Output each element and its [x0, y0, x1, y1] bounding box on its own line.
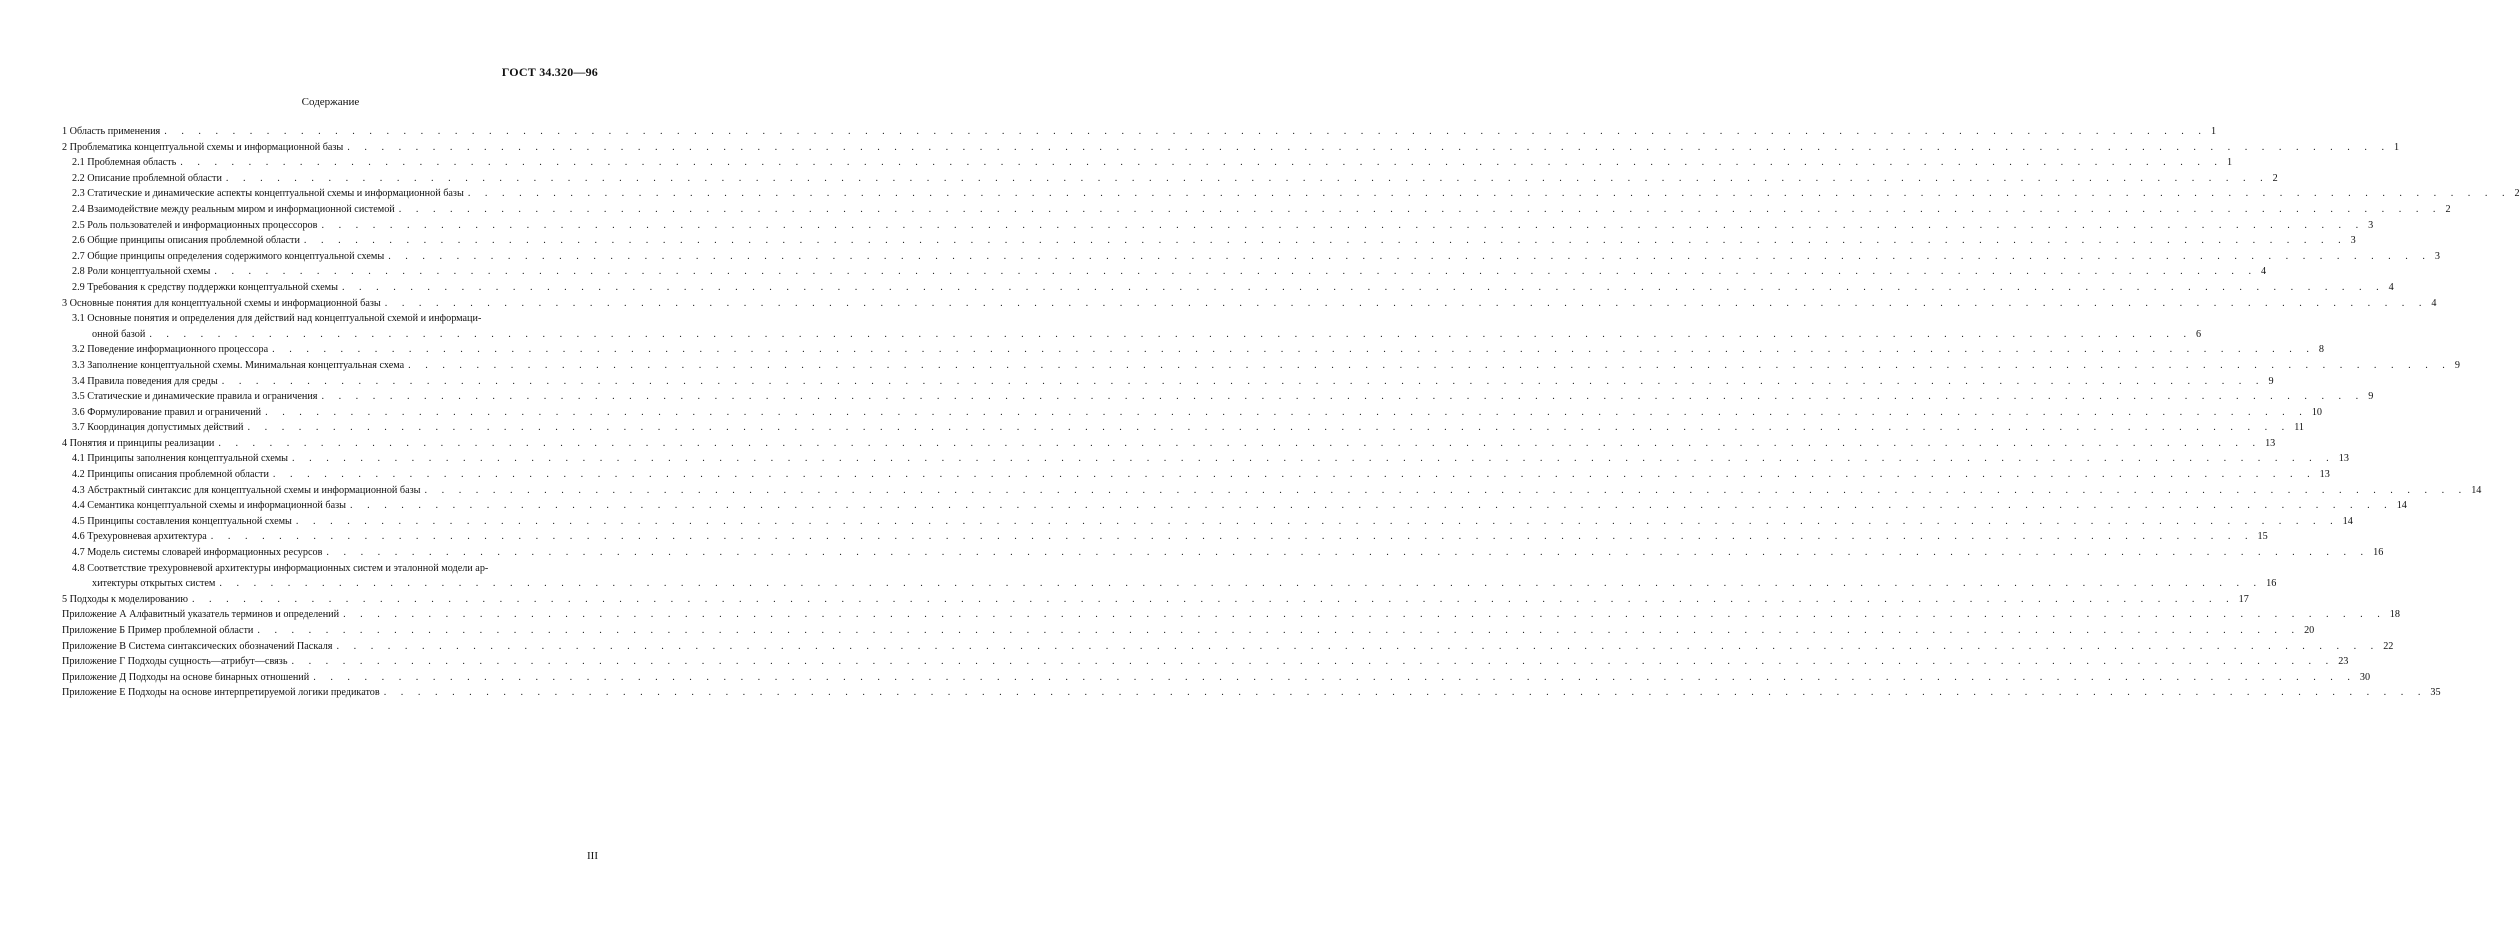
dot-leader: . . . . . . . . . . . . . . . . . . . . . . . . . . . . . . . . . . . . . . . . . . . . . . . . . . . . . . . . . . . . . . . . . . . . . . . . . . . . . . . . . . . . . . . . . . . . . . . . . . . . . . . . . . . . . . . . . . . . . . . .	[218, 437, 2262, 449]
toc-entry[interactable]	[62, 545, 2384, 561]
toc-entry[interactable]	[62, 186, 2520, 202]
toc-entry-page: 2	[2445, 203, 2451, 215]
dot-leader: . . . . . . . . . . . . . . . . . . . . . . . . . . . . . . . . . . . . . . . . . . . . . . . . . . . . . . . . . . . . . . . . . . . . . . . . . . . . . . . . . . . . . . . . . . . . . . . . . . . . . . . . . . . . . . . . . . . . . . . .	[326, 547, 2370, 559]
toc-entry-title: Приложение А Алфавитный указатель терминов и определений	[62, 609, 340, 621]
toc-entry-title: 3.4 Правила поведения для среды	[72, 375, 218, 387]
toc-entry-page: 10	[2311, 406, 2322, 418]
toc-entry-title: 3.7 Координация допустимых действий	[72, 422, 244, 434]
dot-leader: . . . . . . . . . . . . . . . . . . . . . . . . . . . . . . . . . . . . . . . . . . . . . . . . . . . . . . . . . . . . . . . . . . . . . . . . . . . . . . . . . . . . . . . . . . . . . . . . . . . . . . . . . . . . . . . . . . . . . . . .	[398, 203, 2442, 215]
dot-leader: . . . . . . . . . . . . . . . . . . . . . . . . . . . . . . . . . . . . . . . . . . . . . . . . . . . . . . . . . . . . . . . . . . . . . . . . . . . . . . . . . . . . . . . . . . . . . . . . . . . . . . . . . . . . . . . . . . . . . . . .	[383, 687, 2427, 699]
toc-entry-title: 3.1 Основные понятия и определения для действий над концептуальной схемой и информаци-	[72, 313, 482, 325]
toc-entry[interactable]	[62, 592, 2249, 608]
toc-entry-title: 2.9 Требования к средству поддержки концептуальной схемы	[72, 281, 338, 293]
toc-entry-page: 9	[2268, 375, 2274, 387]
toc-entry-page: 1	[2393, 141, 2400, 153]
toc-entry-title: 4.3 Абстрактный синтаксис для концептуальной схемы и информационной базы	[72, 484, 421, 496]
dot-leader: . . . . . . . . . . . . . . . . . . . . . . . . . . . . . . . . . . . . . . . . . . . . . . . . . . . . . . . . . . . . . . . . . . . . . . . . . . . . . . . . . . . . . . . . . . . . . . . . . . . . . . . . . . . . . . . . . . . . . . . .	[295, 515, 2339, 527]
toc-entry-title: 4.5 Принципы составления концептуальной схемы	[72, 515, 292, 527]
dot-leader: . . . . . . . . . . . . . . . . . . . . . . . . . . . . . . . . . . . . . . . . . . . . . . . . . . . . . . . . . . . . . . . . . . . . . . . . . . . . . . . . . . . . . . . . . . . . . . . . . . . . . . . . . . . . . . . . . . . . . . . .	[272, 469, 2316, 481]
toc-entry-page: 35	[2430, 687, 2441, 699]
toc-entry-page: 16	[2373, 547, 2384, 559]
toc-entry[interactable]	[62, 296, 2437, 312]
toc-entry-title: Приложение Е Подходы на основе интерпретируемой логики предикатов	[62, 687, 380, 699]
toc-entry-title: 4.4 Семантика концептуальной схемы и информационной базы	[72, 500, 346, 512]
toc-entry-page: 11	[2294, 422, 2305, 434]
dot-leader: . . . . . . . . . . . . . . . . . . . . . . . . . . . . . . . . . . . . . . . . . . . . . . . . . . . . . . . . . . . . . . . . . . . . . . . . . . . . . . . . . . . . . . . . . . . . . . . . . . . . . . . . . . . . . . . . . . . . . . . .	[313, 671, 2356, 683]
toc-entry-title: 3.5 Статические и динамические правила и ограничения	[72, 391, 318, 403]
toc-entry[interactable]	[62, 451, 2349, 467]
toc-entry-title: 3.2 Поведение информационного процессора	[72, 344, 269, 356]
toc-entry[interactable]	[62, 623, 2315, 639]
toc-entry-page: 15	[2257, 531, 2268, 543]
toc-entry[interactable]	[62, 405, 2322, 421]
toc-entry-title: 2.6 Общие принципы описания проблемной области	[72, 235, 300, 247]
toc-entry[interactable]	[62, 498, 2407, 514]
toc-entry[interactable]	[62, 420, 2305, 436]
toc-entry-page: 16	[2266, 578, 2277, 590]
dot-leader: . . . . . . . . . . . . . . . . . . . . . . . . . . . . . . . . . . . . . . . . . . . . . . . . . . . . . . . . . . . . . . . . . . . . . . . . . . . . . . . . . . . . . . . . . . . . . . . . . . . . . . . . . . . . . . . . . . . . . . . .	[350, 500, 2393, 512]
toc-entry[interactable]	[62, 561, 2277, 592]
dot-leader: . . . . . . . . . . . . . . . . . . . . . . . . . . . . . . . . . . . . . . . . . . . . . . . . . . . . . . . . . . . . . . . . . . . . . . . . . . . . . . . . . . . . . . . . . . . . . . . . . . . . . . . . . . . . . . . . . . . . . . . .	[321, 391, 2365, 403]
toc-entry[interactable]	[62, 374, 2274, 390]
toc-entry[interactable]	[62, 342, 2324, 358]
toc-entry-title-continuation: хитектуры открытых систем	[92, 578, 216, 590]
toc-entry-page: 8	[2318, 344, 2324, 356]
dot-leader: . . . . . . . . . . . . . . . . . . . . . . . . . . . . . . . . . . . . . . . . . . . . . . . . . . . . . . . . . . . . . . . . . . . . . . . . . . . . . . . . . . . . . . . . . . . . . . . . . . . . . . . . . . . . . . . . . . . . . . . .	[191, 593, 2235, 605]
toc-entry-page: 13	[2338, 453, 2349, 465]
toc-entry[interactable]	[62, 639, 2394, 655]
toc-entry-title: 2.7 Общие принципы определения содержимого концептуальной схемы	[72, 250, 385, 262]
toc-entry-title: 4.8 Соответствие трехуровневой архитектуры информационных систем и эталонной модели ар-	[72, 562, 489, 574]
toc-entry[interactable]	[62, 264, 2267, 280]
toc-entry-page: 23	[2338, 656, 2349, 668]
toc-entry[interactable]	[62, 670, 2371, 686]
toc-entry-title-continuation: онной базой	[92, 328, 146, 340]
toc-entry-title: 2.4 Взаимодействие между реальным миром и информационной системой	[72, 203, 395, 215]
toc-entry-page: 9	[2454, 359, 2460, 371]
dot-leader: . . . . . . . . . . . . . . . . . . . . . . . . . . . . . . . . . . . . . . . . . . . . . . . . . . . . . . . . . . . . . . . . . . . . . . . . . . . . . . . . . . . . . . . . . . . . . . . . . . . . . . . . . . . . . . . . . . . . . . . .	[272, 344, 2315, 356]
toc-entry-page: 6	[2196, 328, 2202, 340]
toc-entry[interactable]	[62, 607, 2400, 623]
toc-entry[interactable]	[62, 155, 2233, 171]
toc-entry-page: 13	[2265, 437, 2276, 449]
toc-entry[interactable]	[62, 436, 2276, 452]
dot-leader: . . . . . . . . . . . . . . . . . . . . . . . . . . . . . . . . . . . . . . . . . . . . . . . . . . . . . . . . . . . . . . . . . . . . . . . . . . . . . . . . . . . . . . . . . . . . . . . . . . . . . . . . . . . . . . . . . . . . . . . .	[408, 359, 2451, 371]
toc-entry-page: 4	[2261, 266, 2267, 278]
toc-entry-title: 4 Понятия и принципы реализации	[62, 437, 215, 449]
toc-entry-title: 3.3 Заполнение концептуальной схемы. Минимальная концептуальная схема	[72, 359, 405, 371]
toc-entry-title: 4.6 Трехуровневая архитектура	[72, 531, 207, 543]
toc-entry-title: 3 Основные понятия для концептуальной схемы и информационной базы	[62, 297, 381, 309]
dot-leader: . . . . . . . . . . . . . . . . . . . . . . . . . . . . . . . . . . . . . . . . . . . . . . . . . . . . . . . . . . . . . . . . . . . . . . . . . . . . . . . . . . . . . . . . . . . . . . . . . . . . . . . . . . . . . . . . . . . . . . . .	[210, 531, 2254, 543]
toc-entry-title: Приложение В Система синтаксических обозначений Паскаля	[62, 640, 333, 652]
toc-entry-title: 2.1 Проблемная область	[72, 157, 177, 169]
document-code-header: ГОСТ 34.320—96	[501, 65, 598, 79]
toc-entry-title: 4.2 Принципы описания проблемной области	[72, 469, 269, 481]
dot-leader: . . . . . . . . . . . . . . . . . . . . . . . . . . . . . . . . . . . . . . . . . . . . . . . . . . . . . . . . . . . . . . . . . . . . . . . . . . . . . . . . . . . . . . . . . . . . . . . . . . . . . . . . . . . . . . . . . . . . . . . .	[291, 656, 2335, 668]
toc-entry-page: 20	[2304, 625, 2315, 636]
dot-leader: . . . . . . . . . . . . . . . . . . . . . . . . . . . . . . . . . . . . . . . . . . . . . . . . . . . . . . . . . . . . . . . . . . . . . . . . . . . . . . . . . . . . . . . . . . . . . . . . . . . . . . . . . . . . . . . . . . . . . . . .	[347, 141, 2390, 153]
toc-entry[interactable]	[62, 218, 2374, 234]
dot-leader: . . . . . . . . . . . . . . . . . . . . . . . . . . . . . . . . . . . . . . . . . . . . . . . . . . . . . . . . . . . . . . . . . . . . . . . . . . . . . . . . . . . . . . . . . . . . . . . . . . . . . . . . . . . . . . . . . . . . . . . .	[149, 328, 2193, 340]
toc-entry[interactable]	[62, 171, 2278, 187]
toc-entry-page: 9	[2368, 391, 2374, 403]
dot-leader: . . . . . . . . . . . . . . . . . . . . . . . . . . . . . . . . . . . . . . . . . . . . . . . . . . . . . . . . . . . . . . . . . . . . . . . . . . . . . . . . . . . . . . . . . . . . . . . . . . . . . . . . . . . . . . . . . . . . . . . .	[214, 266, 2258, 278]
dot-leader: . . . . . . . . . . . . . . . . . . . . . . . . . . . . . . . . . . . . . . . . . . . . . . . . . . . . . . . . . . . . . . . . . . . . . . . . . . . . . . . . . . . . . . . . . . . . . . . . . . . . . . . . . . . . . . . . . . . . . . . .	[225, 172, 2269, 184]
dot-leader: . . . . . . . . . . . . . . . . . . . . . . . . . . . . . . . . . . . . . . . . . . . . . . . . . . . . . . . . . . . . . . . . . . . . . . . . . . . . . . . . . . . . . . . . . . . . . . . . . . . . . . . . . . . . . . . . . . . . . . . .	[292, 453, 2335, 465]
toc-entry[interactable]	[62, 280, 2394, 296]
toc-entry[interactable]	[62, 249, 2440, 265]
toc-entry[interactable]	[62, 483, 2482, 499]
toc-entry-page: 4	[2388, 281, 2394, 293]
toc-entry-title: 2.5 Роль пользователей и информационных процессоров	[72, 219, 318, 231]
toc-entry[interactable]	[62, 529, 2268, 545]
table-of-contents	[62, 124, 2520, 701]
dot-leader: . . . . . . . . . . . . . . . . . . . . . . . . . . . . . . . . . . . . . . . . . . . . . . . . . . . . . . . . . . . . . . . . . . . . . . . . . . . . . . . . . . . . . . . . . . . . . . . . . . . . . . . . . . . . . . . . . . . . . . . .	[180, 157, 2223, 169]
toc-entry-page: 22	[2383, 640, 2394, 652]
toc-entry[interactable]	[62, 654, 2349, 670]
dot-leader: . . . . . . . . . . . . . . . . . . . . . . . . . . . . . . . . . . . . . . . . . . . . . . . . . . . . . . . . . . . . . . . . . . . . . . . . . . . . . . . . . . . . . . . . . . . . . . . . . . . . . . . . . . . . . . . . . . . . . . . .	[424, 484, 2468, 496]
toc-entry[interactable]	[62, 467, 2330, 483]
toc-entry-page: 1	[2226, 157, 2233, 169]
dot-leader: . . . . . . . . . . . . . . . . . . . . . . . . . . . . . . . . . . . . . . . . . . . . . . . . . . . . . . . . . . . . . . . . . . . . . . . . . . . . . . . . . . . . . . . . . . . . . . . . . . . . . . . . . . . . . . . . . . . . . . . .	[384, 297, 2428, 309]
dot-leader: . . . . . . . . . . . . . . . . . . . . . . . . . . . . . . . . . . . . . . . . . . . . . . . . . . . . . . . . . . . . . . . . . . . . . . . . . . . . . . . . . . . . . . . . . . . . . . . . . . . . . . . . . . . . . . . . . . . . . . . .	[247, 422, 2291, 434]
toc-entry[interactable]	[62, 685, 2441, 701]
dot-leader: . . . . . . . . . . . . . . . . . . . . . . . . . . . . . . . . . . . . . . . . . . . . . . . . . . . . . . . . . . . . . . . . . . . . . . . . . . . . . . . . . . . . . . . . . . . . . . . . . . . . . . . . . . . . . . . . . . . . . . . .	[221, 375, 2265, 387]
toc-entry[interactable]	[62, 124, 2217, 140]
toc-entry-title: 2.8 Роли концептуальной схемы	[72, 266, 211, 278]
toc-entry-page: 13	[2319, 469, 2330, 481]
dot-leader: . . . . . . . . . . . . . . . . . . . . . . . . . . . . . . . . . . . . . . . . . . . . . . . . . . . . . . . . . . . . . . . . . . . . . . . . . . . . . . . . . . . . . . . . . . . . . . . . . . . . . . . . . . . . . . . . . . . . . . . .	[341, 281, 2385, 293]
toc-entry[interactable]	[62, 514, 2353, 530]
toc-entry[interactable]	[62, 389, 2374, 405]
page-number: III	[587, 850, 598, 862]
toc-entry-title: 2 Проблематика концептуальной схемы и информационной базы	[62, 141, 344, 153]
toc-entry[interactable]	[62, 358, 2460, 374]
dot-leader: . . . . . . . . . . . . . . . . . . . . . . . . . . . . . . . . . . . . . . . . . . . . . . . . . . . . . . . . . . . . . . . . . . . . . . . . . . . . . . . . . . . . . . . . . . . . . . . . . . . . . . . . . . . . . . . . . . . . . . . .	[467, 188, 2511, 200]
toc-entry-page: 14	[2396, 500, 2407, 512]
toc-entry-title: 2.3 Статические и динамические аспекты концептуальной схемы и информационной базы	[72, 188, 464, 200]
toc-entry-title: Приложение Б Пример проблемной области	[62, 625, 254, 636]
toc-entry[interactable]	[62, 311, 2202, 342]
toc-entry-page: 2	[2514, 188, 2520, 200]
toc-entry-title: 1 Область применения	[62, 126, 161, 137]
toc-entry-page: 3	[2434, 250, 2440, 262]
toc-entry[interactable]	[62, 202, 2451, 218]
dot-leader: . . . . . . . . . . . . . . . . . . . . . . . . . . . . . . . . . . . . . . . . . . . . . . . . . . . . . . . . . . . . . . . . . . . . . . . . . . . . . . . . . . . . . . . . . . . . . . . . . . . . . . . . . . . . . . . . . . . . . . . .	[257, 625, 2301, 636]
toc-entry[interactable]	[62, 140, 2400, 156]
toc-entry-title: 2.2 Описание проблемной области	[72, 172, 222, 184]
toc-entry-page: 1	[2210, 126, 2217, 137]
toc-entry-page: 3	[2368, 219, 2374, 231]
toc-entry[interactable]	[62, 233, 2356, 249]
toc-entry-page: 2	[2272, 172, 2278, 184]
toc-entry-title: Приложение Д Подходы на основе бинарных отношений	[62, 671, 310, 683]
toc-entry-title: 5 Подходы к моделированию	[62, 593, 188, 605]
toc-entry-title: 4.7 Модель системы словарей информационных ресурсов	[72, 547, 323, 559]
page-title: Содержание	[301, 96, 360, 108]
dot-leader: . . . . . . . . . . . . . . . . . . . . . . . . . . . . . . . . . . . . . . . . . . . . . . . . . . . . . . . . . . . . . . . . . . . . . . . . . . . . . . . . . . . . . . . . . . . . . . . . . . . . . . . . . . . . . . . . . . . . . . . .	[336, 640, 2380, 652]
toc-entry-page: 14	[2471, 484, 2482, 496]
dot-leader: . . . . . . . . . . . . . . . . . . . . . . . . . . . . . . . . . . . . . . . . . . . . . . . . . . . . . . . . . . . . . . . . . . . . . . . . . . . . . . . . . . . . . . . . . . . . . . . . . . . . . . . . . . . . . . . . . . . . . . . .	[303, 235, 2347, 247]
toc-entry-page: 30	[2359, 671, 2371, 683]
dot-leader: . . . . . . . . . . . . . . . . . . . . . . . . . . . . . . . . . . . . . . . . . . . . . . . . . . . . . . . . . . . . . . . . . . . . . . . . . . . . . . . . . . . . . . . . . . . . . . . . . . . . . . . . . . . . . . . . . . . . . . . .	[164, 126, 2207, 137]
toc-entry-page: 14	[2342, 515, 2353, 527]
toc-entry-page: 4	[2431, 297, 2437, 309]
toc-entry-page: 18	[2389, 609, 2400, 621]
dot-leader: . . . . . . . . . . . . . . . . . . . . . . . . . . . . . . . . . . . . . . . . . . . . . . . . . . . . . . . . . . . . . . . . . . . . . . . . . . . . . . . . . . . . . . . . . . . . . . . . . . . . . . . . . . . . . . . . . . . . . . . .	[343, 609, 2386, 621]
dot-leader: . . . . . . . . . . . . . . . . . . . . . . . . . . . . . . . . . . . . . . . . . . . . . . . . . . . . . . . . . . . . . . . . . . . . . . . . . . . . . . . . . . . . . . . . . . . . . . . . . . . . . . . . . . . . . . . . . . . . . . . .	[388, 250, 2431, 262]
dot-leader: . . . . . . . . . . . . . . . . . . . . . . . . . . . . . . . . . . . . . . . . . . . . . . . . . . . . . . . . . . . . . . . . . . . . . . . . . . . . . . . . . . . . . . . . . . . . . . . . . . . . . . . . . . . . . . . . . . . . . . . .	[321, 219, 2365, 231]
dot-leader: . . . . . . . . . . . . . . . . . . . . . . . . . . . . . . . . . . . . . . . . . . . . . . . . . . . . . . . . . . . . . . . . . . . . . . . . . . . . . . . . . . . . . . . . . . . . . . . . . . . . . . . . . . . . . . . . . . . . . . . .	[265, 406, 2308, 418]
toc-entry-page: 17	[2238, 593, 2249, 605]
toc-entry-title: 4.1 Принципы заполнения концептуальной схемы	[72, 453, 289, 465]
toc-entry-page: 3	[2350, 235, 2356, 247]
dot-leader: . . . . . . . . . . . . . . . . . . . . . . . . . . . . . . . . . . . . . . . . . . . . . . . . . . . . . . . . . . . . . . . . . . . . . . . . . . . . . . . . . . . . . . . . . . . . . . . . . . . . . . . . . . . . . . . . . . . . . . . .	[219, 578, 2263, 590]
toc-entry-title: Приложение Г Подходы сущность—атрибут—связь	[62, 656, 288, 668]
toc-entry-title: 3.6 Формулирование правил и ограничений	[72, 406, 262, 418]
